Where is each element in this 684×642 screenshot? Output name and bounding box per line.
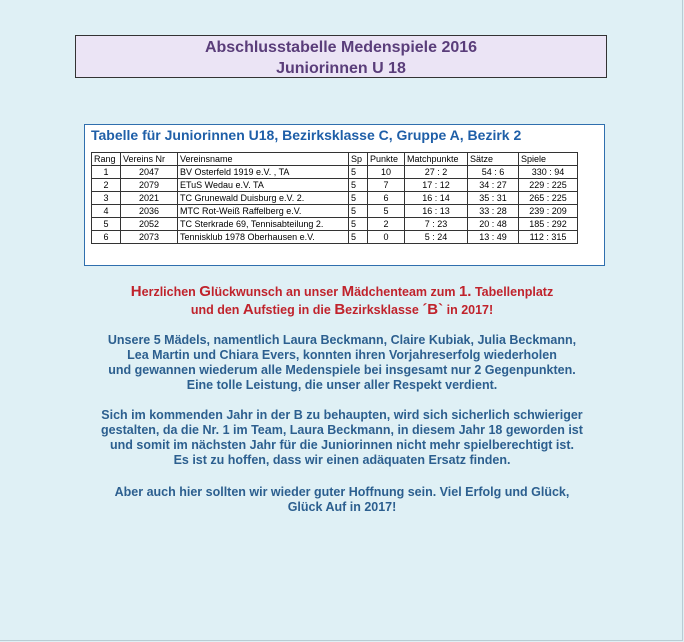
table-row <box>92 179 578 192</box>
rank-number: 1. <box>458 283 472 300</box>
cell-rang: 1 <box>92 166 121 179</box>
initial-letter: A <box>242 301 254 318</box>
cell-sp: 5 <box>349 231 368 244</box>
cell-vereinsname: MTC Rot-Weiß Raffelberg e.V. <box>178 205 349 218</box>
initial-letter: G <box>199 283 211 300</box>
cell-punkte: 5 <box>368 205 405 218</box>
cell-matchpunkte: 17 : 12 <box>405 179 468 192</box>
cell-sp: 5 <box>349 205 368 218</box>
text-line: und somit im nächsten Jahr für die Juniorinnen nicht mehr spielberechtigt ist. <box>110 438 574 452</box>
congrats-text: Tabellenplatz <box>471 285 554 299</box>
table-row <box>92 166 578 179</box>
cell-rang: 5 <box>92 218 121 231</box>
col-header-sp: Sp <box>349 153 368 166</box>
title-box <box>75 35 607 78</box>
cell-sp: 5 <box>349 166 368 179</box>
cell-vereins-nr: 2047 <box>121 166 178 179</box>
text-line: Unsere 5 Mädels, namentlich Laura Beckmann, Claire Kubiak, Julia Beckmann, <box>107 333 577 347</box>
cell-vereins-nr: 2036 <box>121 205 178 218</box>
cell-punkte: 2 <box>368 218 405 231</box>
text-line: Sich im kommenden Jahr in der B zu behaupten, wird sich sicherlich schwieriger <box>101 408 583 422</box>
text-line: Aber auch hier sollten wir wieder guter Hoffnung sein. Viel Erfolg und Glück, <box>114 485 570 499</box>
table-row <box>92 218 578 231</box>
congrats-line-2 <box>0 301 684 319</box>
cell-spiele: 112 : 315 <box>519 231 578 244</box>
cell-vereins-nr: 2079 <box>121 179 178 192</box>
cell-punkte: 6 <box>368 192 405 205</box>
page-subtitle: Juniorinnen U 18 <box>276 60 406 77</box>
cell-matchpunkte: 27 : 2 <box>405 166 468 179</box>
cell-punkte: 10 <box>368 166 405 179</box>
cell-matchpunkte: 16 : 14 <box>405 192 468 205</box>
text-line: und gewannen wiederum alle Medenspiele bei insgesamt nur 2 Gegenpunkten. <box>108 363 576 377</box>
table-heading: Tabelle für Juniorinnen U18, Bezirksklasse C, Gruppe A, Bezirk 2 <box>91 127 522 143</box>
cell-spiele: 229 : 225 <box>519 179 578 192</box>
initial-letter: M <box>341 283 355 300</box>
table-row <box>92 192 578 205</box>
table-header-row <box>92 153 578 166</box>
col-header-saetze: Sätze <box>468 153 519 166</box>
col-header-matchpunkte: Matchpunkte <box>405 153 468 166</box>
page-title: Abschlusstabelle Medenspiele 2016 <box>204 39 478 56</box>
cell-vereins-nr: 2021 <box>121 192 178 205</box>
cell-matchpunkte: 16 : 13 <box>405 205 468 218</box>
cell-rang: 2 <box>92 179 121 192</box>
congrats-text: in 2017! <box>443 303 494 317</box>
cell-sp: 5 <box>349 179 368 192</box>
col-header-rang: Rang <box>92 153 121 166</box>
cell-vereins-nr: 2073 <box>121 231 178 244</box>
cell-vereinsname: TC Grunewald Duisburg e.V. 2. <box>178 192 349 205</box>
congrats-text: erzlichen <box>141 285 200 299</box>
cell-matchpunkte: 7 : 23 <box>405 218 468 231</box>
cell-vereins-nr: 2052 <box>121 218 178 231</box>
cell-vereinsname: BV Osterfeld 1919 e.V. , TA <box>178 166 349 179</box>
cell-spiele: 265 : 225 <box>519 192 578 205</box>
congrats-text: ezirksklasse <box>345 303 423 317</box>
cell-sp: 5 <box>349 192 368 205</box>
cell-saetze: 35 : 31 <box>468 192 519 205</box>
text-line: gestalten, da die Nr. 1 im Team, Laura Beckmann, in diesem Jahr 18 geworden ist <box>101 423 583 437</box>
cell-rang: 6 <box>92 231 121 244</box>
congrats-text: und den <box>190 303 243 317</box>
table-row <box>92 205 578 218</box>
col-header-punkte: Punkte <box>368 153 405 166</box>
standings-table <box>91 152 578 244</box>
cell-rang: 4 <box>92 205 121 218</box>
text-line: Lea Martin und Chiara Evers, konnten ihren Vorjahreserfolg wiederholen <box>127 348 557 362</box>
cell-saetze: 33 : 28 <box>468 205 519 218</box>
congrats-line-1 <box>0 283 684 301</box>
text-line: Glück Auf in 2017! <box>287 500 397 514</box>
congrats-text: ädchenteam zum <box>354 285 459 299</box>
congrats-text: ufstieg in die <box>253 303 335 317</box>
cell-saetze: 20 : 48 <box>468 218 519 231</box>
cell-vereinsname: ETuS Wedau e.V. TA <box>178 179 349 192</box>
cell-spiele: 239 : 209 <box>519 205 578 218</box>
initial-letter: B <box>334 301 346 318</box>
cell-rang: 3 <box>92 192 121 205</box>
table-row <box>92 231 578 244</box>
col-header-vereinsname: Vereinsname <box>178 153 349 166</box>
standings-panel <box>84 124 605 266</box>
cell-punkte: 7 <box>368 179 405 192</box>
cell-matchpunkte: 5 : 24 <box>405 231 468 244</box>
initial-letter: H <box>130 283 142 300</box>
cell-sp: 5 <box>349 218 368 231</box>
text-line: Es ist zu hoffen, dass wir einen adäquaten Ersatz finden. <box>173 453 511 467</box>
paragraph-closing <box>0 485 684 515</box>
col-header-spiele: Spiele <box>519 153 578 166</box>
congrats-text: lückwunsch an unser <box>210 285 342 299</box>
cell-punkte: 0 <box>368 231 405 244</box>
cell-vereinsname: Tennisklub 1978 Oberhausen e.V. <box>178 231 349 244</box>
cell-spiele: 185 : 292 <box>519 218 578 231</box>
text-line: Eine tolle Leistung, die unser aller Respekt verdient. <box>186 378 498 392</box>
league-letter: ´B` <box>422 301 444 318</box>
paragraph-team <box>0 333 684 393</box>
paragraph-outlook <box>0 408 684 468</box>
cell-saetze: 54 : 6 <box>468 166 519 179</box>
cell-saetze: 13 : 49 <box>468 231 519 244</box>
cell-vereinsname: TC Sterkrade 69, Tennisabteilung 2. <box>178 218 349 231</box>
col-header-vereins-nr: Vereins Nr <box>121 153 178 166</box>
cell-saetze: 34 : 27 <box>468 179 519 192</box>
congratulations-text <box>0 283 684 319</box>
cell-spiele: 330 : 94 <box>519 166 578 179</box>
